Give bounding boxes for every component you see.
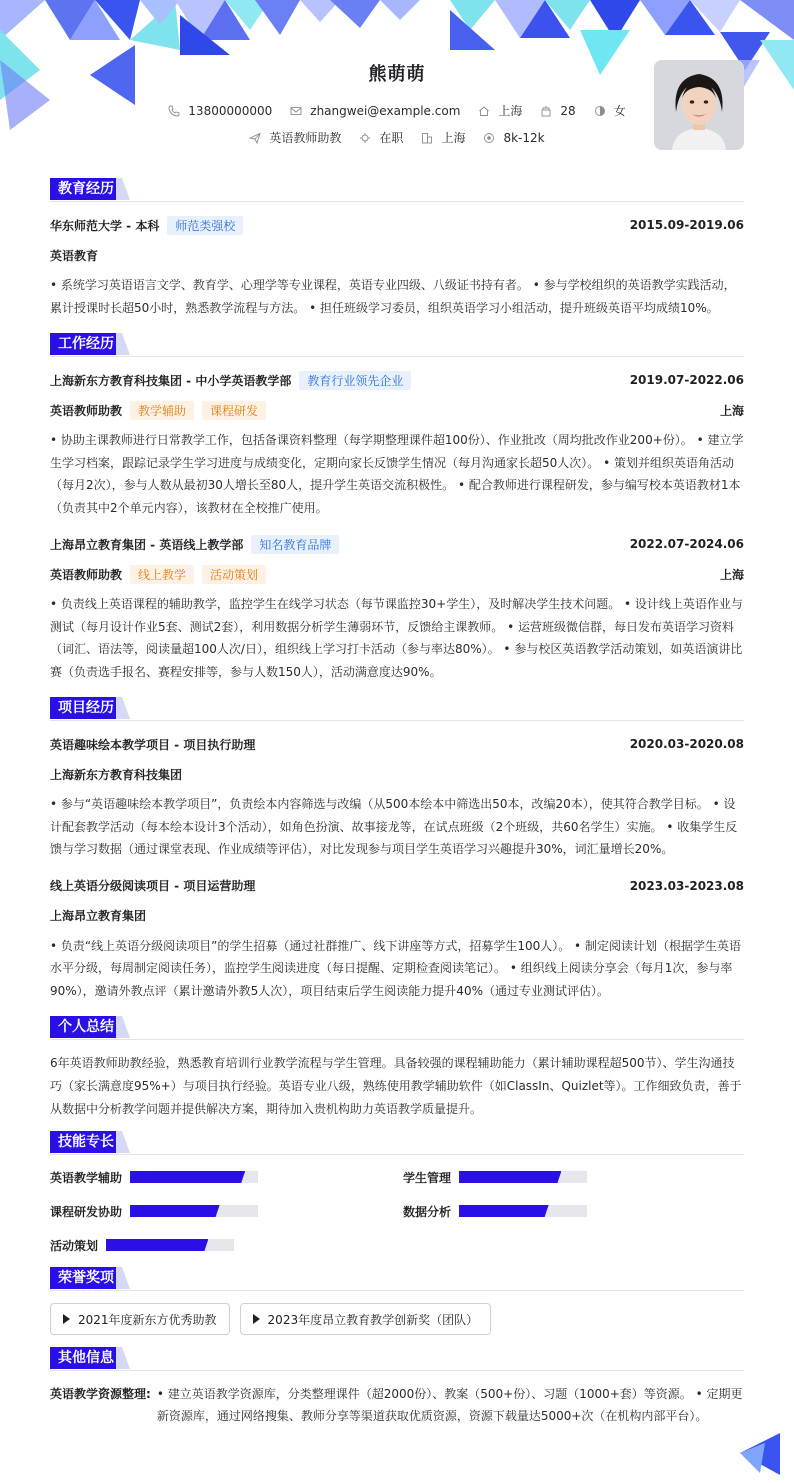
work-description: • 协助主课教师进行日常教学工作，包括备课资料整理（每学期整理课件超100份）、作业批改（周均批改作业200+份）。 • 建立学生学习档案，跟踪记录学生学习进度与成绩变化，定期向家长反馈学生情况（每月沟通家长超50人次）。 • 策划并组织英语角活动（每月2次），参与人数从最初30人增长至80人，提升学生英语交流积极性。 • 配合教师进行课程研发，参与编写校本英语教材1本（负责其中2个单元内容），该教材在全校推广使用。 [50,433,744,515]
major: 英语教育 [50,248,99,263]
gender-item [594,102,626,119]
work-date: 2019.07-2022.06 [629,373,744,387]
work-location: 上海 [719,567,744,582]
education-section [50,178,744,319]
play-icon [253,1314,260,1324]
candidate-name: 熊萌萌 [368,64,426,85]
project-entry [50,875,744,1003]
skill-bar [459,1205,587,1217]
corner-decoration [740,1433,780,1475]
project-name: 线上英语分级阅读项目 - 项目运营助理 [50,879,256,893]
award-item [240,1303,492,1335]
skill-item [50,1167,403,1187]
salary-item [483,129,544,146]
section-title-tail [116,697,134,719]
section-header [50,1016,744,1040]
gender-icon [594,105,606,117]
section-title-tail [116,1131,134,1153]
salary-icon [483,132,495,144]
work-date: 2022.07-2024.06 [629,537,744,551]
building-icon [421,132,433,144]
company-name: 上海昂立教育集团 - 英语线上教学部 [50,537,244,552]
age-item [540,102,575,119]
project-name: 英语趣味绘本教学项目 - 项目执行助理 [50,737,256,752]
contact-row [50,102,744,119]
section-title-tail [116,1267,134,1289]
phone-item [168,102,272,119]
skill-name: 课程研发协助 [50,1204,123,1219]
phone-icon [168,105,180,117]
award-item [50,1303,230,1335]
skill-name: 学生管理 [403,1170,452,1185]
education-entry [50,214,744,319]
job-target-text: 英语教师助教 [269,131,342,145]
section-title: 教育经历 [50,178,122,200]
city-text: 上海 [498,104,523,118]
project-date: 2020.03-2020.08 [629,737,744,751]
skill-bar-fill [106,1239,208,1251]
role-tag: 线上教学 [130,565,194,584]
project-description: • 负责“线上英语分级阅读项目”的学生招募（通过社群推广、线下讲座等方式，招募学生100人）。 • 制定阅读计划（根据学生英语水平分级，每周制定阅读任务），监控学生阅读进度（每日提醒、定期检查阅读笔记）。 • 组织线上阅读分享会（每月1次，参与率90%），邀请外教点评（累计邀请外教5人次），项目结束后学生阅读能力提升40%（通过专业测试评估）。 [50,938,741,998]
skill-name: 活动策划 [50,1238,99,1253]
skill-item [403,1201,744,1221]
honors-section [50,1267,744,1335]
age-icon [540,105,552,117]
work-entry [50,533,744,683]
project-entry [50,733,744,861]
skill-bar [130,1205,258,1217]
section-title-tail [116,1016,134,1038]
avatar-portrait [654,60,744,150]
status-text: 在职 [379,131,404,145]
company-tag: 知名教育品牌 [251,535,339,554]
school-name: 华东师范大学 - 本科 [50,218,160,233]
section-title: 工作经历 [50,333,122,355]
section-title-tail [116,1347,134,1369]
target-city-item [421,129,465,146]
company-tag: 教育行业领先企业 [299,371,411,390]
education-description: • 系统学习英语语言文学、教育学、心理学等专业课程，英语专业四级、八级证书持有者。 • 参与学校组织的英语教学实践活动，累计授课时长超50小时，熟悉教学流程与方法。 • 担任班级学习委员，组织英语学习小组活动，提升班级英语平均成绩10%。 [50,278,736,315]
summary-text: 6年英语教师助教经验，熟悉教育培训行业教学流程与学生管理。具备较强的课程辅助能力（累计辅助课程超500节）、学生沟通技巧（家长满意度95%+）与项目执行经验。英语专业八级，熟练使用教学辅助软件（如ClassIn、Quizlet等）。工作细致负责，善于从数据中分析教学问题并提供解决方案，期待加入贵机构助力英语教学质量提升。 [50,1056,742,1116]
salary-text: 8k-12k [503,130,545,145]
skill-bar-fill [130,1205,220,1217]
summary-section [50,1016,744,1121]
section-title: 其他信息 [50,1347,122,1369]
skills-section [50,1131,744,1255]
section-header [50,178,744,202]
resume-header [50,0,744,170]
skill-bar [459,1171,587,1183]
work-entry [50,369,744,519]
skill-bar-fill [459,1205,549,1217]
phone-text: 13800000000 [188,103,273,118]
skills-grid [50,1167,744,1255]
award-text: 2021年度新东方优秀助教 [78,1312,217,1327]
project-description: • 参与“英语趣味绘本教学项目”，负责绘本内容筛选与改编（从500本绘本中筛选出50本，改编20本），使其符合教学目标。 • 设计配套教学活动（每本绘本设计3个活动），如角色扮演、故事接龙等，在试点班级（2个班级，共60名学生）实施。 • 收集学生反馈与学习数据（通过课堂表现、作业成绩等评估），对比发现参与项目学生英语学习兴趣提升30%，词汇量增长20%。 [50,797,738,856]
city-item [478,102,522,119]
projects-section [50,697,744,1002]
status-item [359,129,403,146]
other-text: • 建立英语教学资源库，分类整理课件（超2000份）、教案（500+份）、习题（1000+套）等资源。 • 定期更新资源库，通过网络搜集、教师分享等渠道获取优质资源，资源下载量达5000+次（在机构内部平台）。 [156,1387,743,1423]
skill-bar [130,1171,258,1183]
age-text: 28 [560,103,576,118]
section-title-tail [116,333,134,355]
status-icon [359,132,371,144]
section-header [50,1131,744,1155]
other-label: 英语教学资源整理: [50,1387,151,1401]
section-title-tail [116,178,134,200]
project-date: 2023.03-2023.08 [629,878,744,893]
play-icon [63,1314,70,1324]
skill-item [50,1201,403,1221]
skill-bar-fill [130,1171,245,1183]
job-intent-row [50,129,744,146]
send-icon [249,132,261,144]
home-icon [478,105,490,117]
section-title: 荣誉奖项 [50,1267,122,1289]
skill-name: 英语教学辅助 [50,1170,123,1185]
email-icon [290,105,302,117]
target-city-text: 上海 [441,131,466,145]
skill-name: 数据分析 [403,1204,452,1219]
work-location: 上海 [719,403,744,418]
section-title: 项目经历 [50,697,122,719]
section-header [50,1267,744,1291]
other-info-item [50,1383,744,1427]
skill-bar [106,1239,234,1251]
other-section [50,1347,744,1427]
project-org: 上海昂立教育集团 [50,909,147,923]
award-text: 2023年度昂立教育教学创新奖（团队） [267,1312,479,1327]
role-tag: 活动策划 [202,565,266,584]
work-description: • 负责线上英语课程的辅助教学，监控学生在线学习状态（每节课监控30+学生），及时解决学生技术问题。 • 设计线上英语作业与测试（每月设计作业5套、测试2套），利用数据分析学生薄弱环节，反馈给主课教师。 • 运营班级微信群，每日发布英语学习资料（词汇、语法等，阅读量超100人次/日），组织线上学习打卡活动（参与率达80%）。 • 参与校区英语教学活动策划，如英语演讲比赛（负责选手报名、赛程安排等，参与人数150人），活动满意度达90%。 [50,597,743,679]
education-date: 2015.09-2019.06 [629,218,744,232]
role-title: 英语教师助教 [50,567,123,582]
work-section [50,333,744,683]
avatar [654,60,744,150]
skill-item [50,1235,403,1255]
section-header [50,333,744,357]
section-title: 个人总结 [50,1016,122,1038]
company-name: 上海新东方教育科技集团 - 中小学英语教学部 [50,373,292,388]
section-header [50,697,744,721]
job-target-item [249,129,341,146]
email-text: zhangwei@example.com [310,103,461,118]
awards-list [50,1303,744,1335]
section-header [50,1347,744,1371]
gender-text: 女 [613,104,626,118]
project-org: 上海新东方教育科技集团 [50,767,183,782]
skill-item [403,1167,744,1187]
email-item [290,102,460,119]
role-title: 英语教师助教 [50,403,123,418]
section-title: 技能专长 [50,1131,122,1153]
skill-bar-fill [459,1171,561,1183]
role-tag: 课程研发 [202,401,266,420]
school-tag: 师范类强校 [167,216,243,235]
role-tag: 教学辅助 [130,401,194,420]
